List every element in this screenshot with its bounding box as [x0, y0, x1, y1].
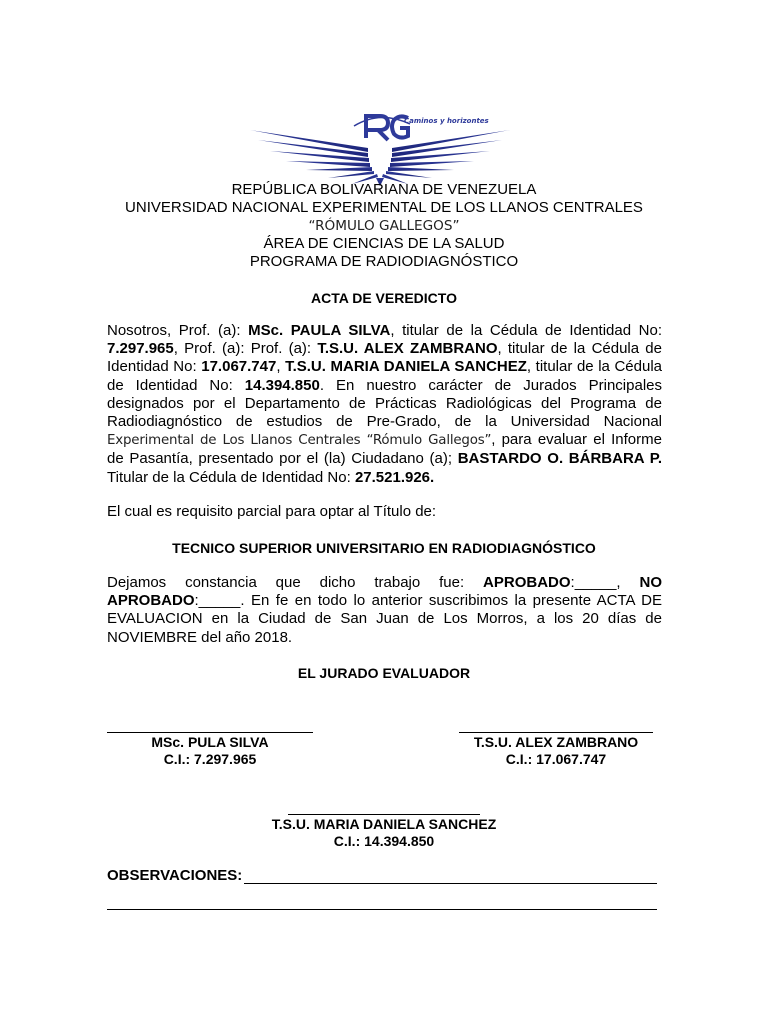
document-title: ACTA DE VEREDICTO — [311, 290, 457, 306]
text: . En nuestro carácter de Jurados Principales designados por el Departamento de Prácticas Radiológicas del Programa de Radiodiagnóstico de estudios de Pre-Grado, de la Universidad Nacional — [107, 376, 662, 431]
signer-name-3: T.S.U. MARIA DANIELA SANCHEZ — [271, 816, 497, 832]
approved-label: APROBADO — [483, 574, 571, 591]
text: , titular de la Cédula de Identidad No: — [390, 322, 662, 339]
observations-label: OBSERVACIONES: — [107, 867, 243, 884]
juror-name-3: T.S.U. MARIA DANIELA SANCHEZ — [285, 358, 527, 376]
signer-name-1: MSc. PULA SILVA — [151, 734, 269, 750]
header-line-university: UNIVERSIDAD NACIONAL EXPERIMENTAL DE LOS LLANOS CENTRALES — [125, 199, 643, 216]
signature-block-1 — [107, 734, 313, 768]
text: , para evaluar el Informe de Pasantía, presentado por el (la) Ciudadano (a); — [107, 431, 662, 468]
observations-line-1 — [244, 883, 657, 884]
header-line-program: PROGRAMA DE RADIODIAGNÓSTICO — [249, 253, 519, 270]
signature-line-2 — [459, 732, 653, 733]
text: , Prof. (a): Prof. (a): — [173, 340, 318, 358]
signature-block-3 — [234, 816, 534, 850]
signer-id-2: C.I.: 17.067.747 — [505, 751, 607, 767]
jury-title: EL JURADO EVALUADOR — [297, 665, 471, 681]
signature-line-3 — [288, 814, 480, 815]
juror-name-1: MSc. PAULA SILVA — [248, 322, 391, 339]
university-name: Experimental de Los Llanos Centrales “Rómulo Gallegos” — [107, 433, 492, 449]
text: , titular de la Cédula de Identidad No: — [107, 358, 663, 394]
text: , titular de la Cédula de Identidad No: — [107, 340, 662, 376]
observations-line-2 — [107, 909, 657, 910]
juror-id-1: 7.297.965 — [107, 340, 174, 358]
signer-id-1: C.I.: 7.297.965 — [163, 751, 257, 767]
signature-block-2 — [440, 734, 672, 768]
student-id: 27.521.926. — [354, 468, 435, 486]
text: Titular de la Cédula de Identidad No: — [107, 468, 355, 486]
header-line-area: ÁREA DE CIENCIAS DE LA SALUD — [263, 235, 505, 252]
verdict-paragraph — [107, 322, 662, 487]
text: :_____, — [570, 574, 640, 591]
text: , — [276, 358, 286, 376]
text: Nosotros, Prof. (a): — [107, 322, 249, 339]
signature-line-1 — [107, 732, 313, 733]
header-line-republic: REPÚBLICA BOLIVARIANA DE VENEZUELA — [231, 181, 537, 198]
text: Dejamos constancia que dicho trabajo fue: — [107, 574, 484, 591]
signer-id-3: C.I.: 14.394.850 — [333, 833, 435, 849]
not-approved-label: NO APROBADO — [107, 574, 662, 610]
degree-title: TECNICO SUPERIOR UNIVERSITARIO EN RADIODIAGNÓSTICO — [172, 540, 596, 556]
verdict-statement — [107, 574, 662, 647]
student-name: BASTARDO O. BÁRBARA P. — [457, 450, 662, 468]
juror-name-2: T.S.U. ALEX ZAMBRANO — [317, 340, 498, 358]
header-line-romulo: “RÓMULO GALLEGOS” — [308, 218, 460, 234]
juror-id-2: 17.067.747 — [201, 358, 277, 376]
text: :_____. En fe en todo lo anterior suscribimos la presente ACTA DE EVALUACION en la Ciudad de San Juan de Los Morros, a los 20 días de NOVIEMBRE del año 2018. — [107, 592, 662, 646]
juror-id-3: 14.394.850 — [244, 376, 320, 394]
logo-tagline: Caminos y horizontes — [404, 117, 489, 125]
signer-name-2: T.S.U. ALEX ZAMBRANO — [473, 734, 639, 750]
requirement-text: El cual es requisito parcial para optar al Título de: — [107, 503, 437, 520]
